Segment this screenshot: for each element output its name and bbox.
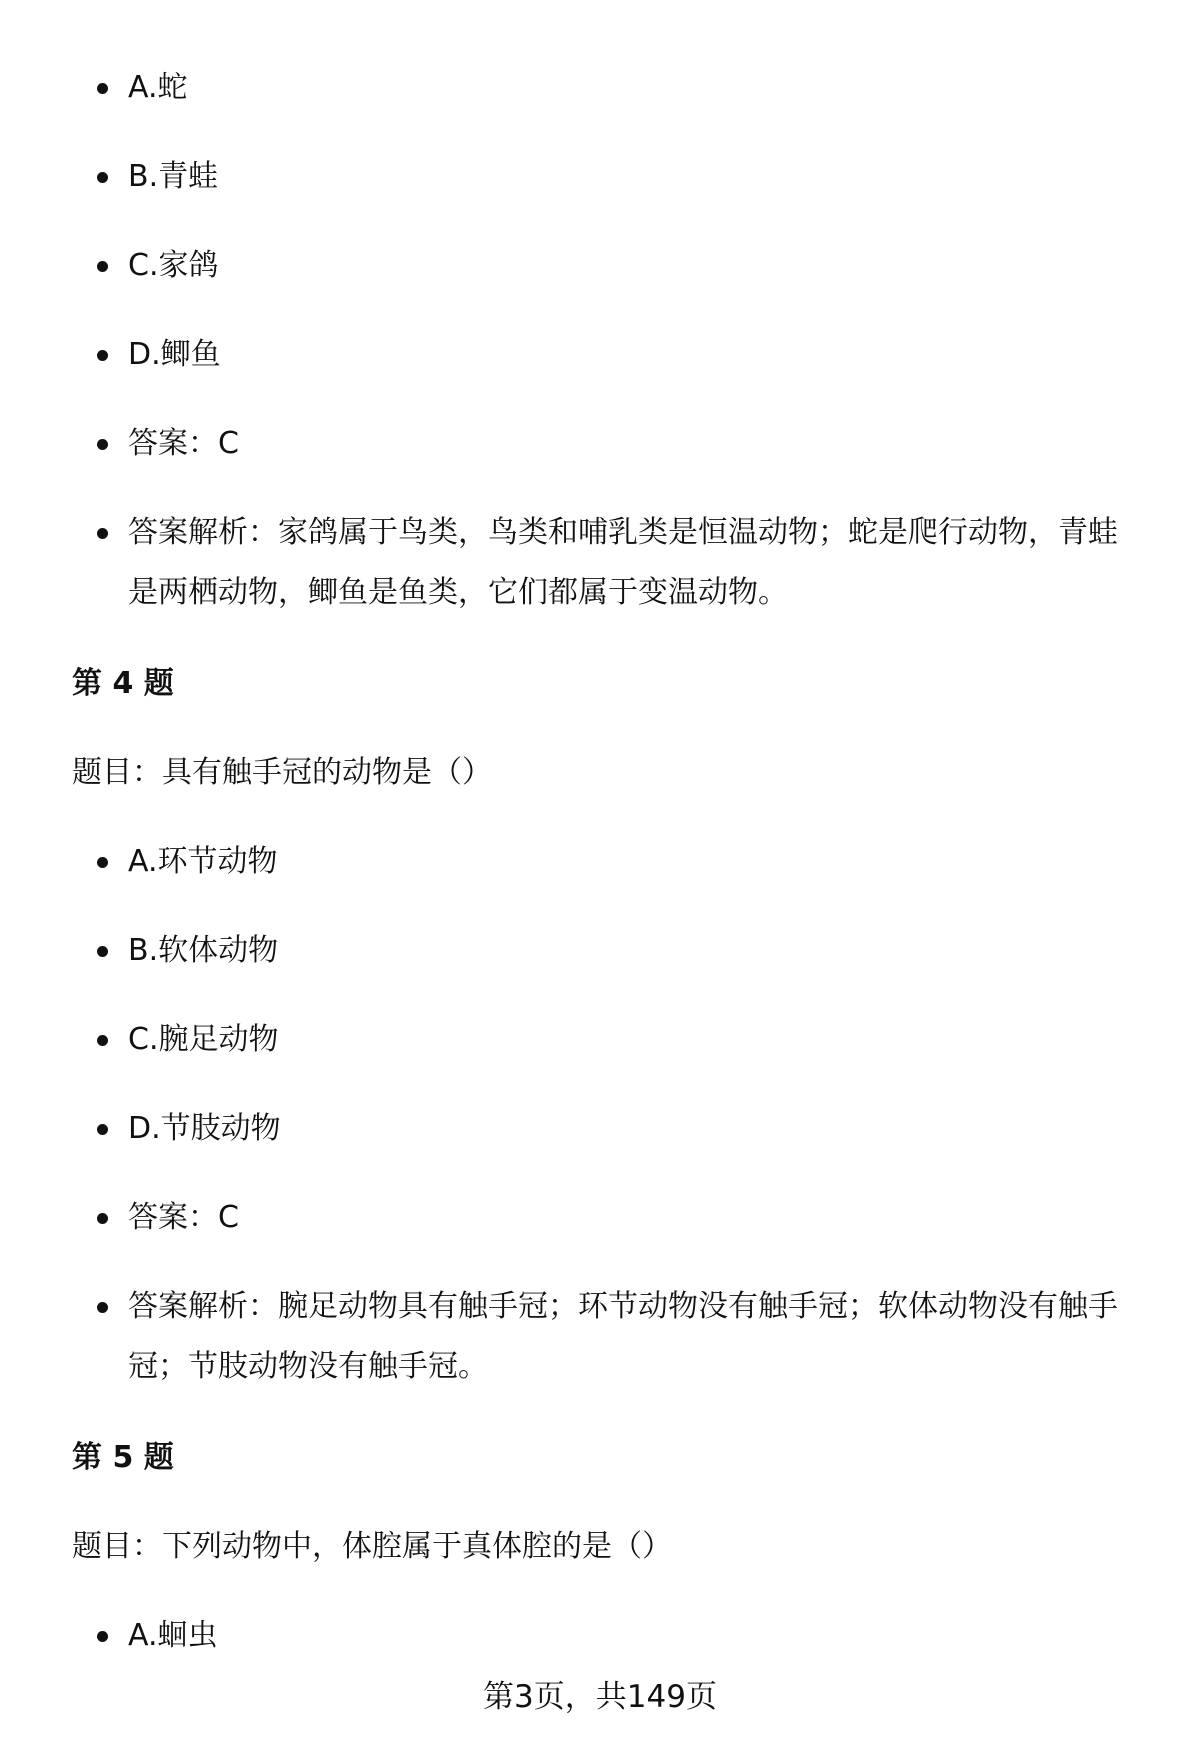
bullet-icon <box>97 1213 108 1224</box>
q4-option-a: A.环节动物 <box>128 844 278 879</box>
bullet-icon <box>97 528 108 539</box>
q4-question: 题目：具有触手冠的动物是（） <box>72 755 492 790</box>
bullet-icon <box>97 1124 108 1135</box>
q3-answer: 答案：C <box>128 426 239 461</box>
bullet-icon <box>97 857 108 868</box>
q4-option-d: D.节肢动物 <box>128 1111 281 1146</box>
q3-option-d: D.鲫鱼 <box>128 337 221 372</box>
bullet-icon <box>97 261 108 272</box>
q5-heading: 第 5 题 <box>72 1440 174 1475</box>
q5-option-a: A.蛔虫 <box>128 1618 218 1653</box>
q3-option-a: A.蛇 <box>128 70 188 105</box>
q4-option-b: B.软体动物 <box>128 933 279 968</box>
q3-option-b: B.青蛙 <box>128 159 219 194</box>
page-number: 第3页，共149页 <box>483 1679 717 1715</box>
q3-option-c: C.家鸽 <box>128 248 219 283</box>
bullet-icon <box>97 1035 108 1046</box>
bullet-icon <box>97 1631 108 1642</box>
bullet-icon <box>97 946 108 957</box>
q4-answer: 答案：C <box>128 1200 239 1235</box>
bullet-icon <box>97 439 108 450</box>
q4-heading: 第 4 题 <box>72 666 174 701</box>
q4-option-c: C.腕足动物 <box>128 1022 279 1057</box>
bullet-icon <box>97 83 108 94</box>
q4-analysis: 答案解析：腕足动物具有触手冠；环节动物没有触手冠；软体动物没有触手冠；节肢动物没有触手冠。 <box>128 1289 1118 1384</box>
bullet-icon <box>97 172 108 183</box>
q3-analysis: 答案解析：家鸽属于鸟类，鸟类和哺乳类是恒温动物；蛇是爬行动物，青蛙是两栖动物，鲫鱼是鱼类，它们都属于变温动物。 <box>128 515 1118 610</box>
bullet-icon <box>97 1302 108 1313</box>
q5-question: 题目：下列动物中，体腔属于真体腔的是（） <box>72 1529 672 1564</box>
bullet-icon <box>97 350 108 361</box>
